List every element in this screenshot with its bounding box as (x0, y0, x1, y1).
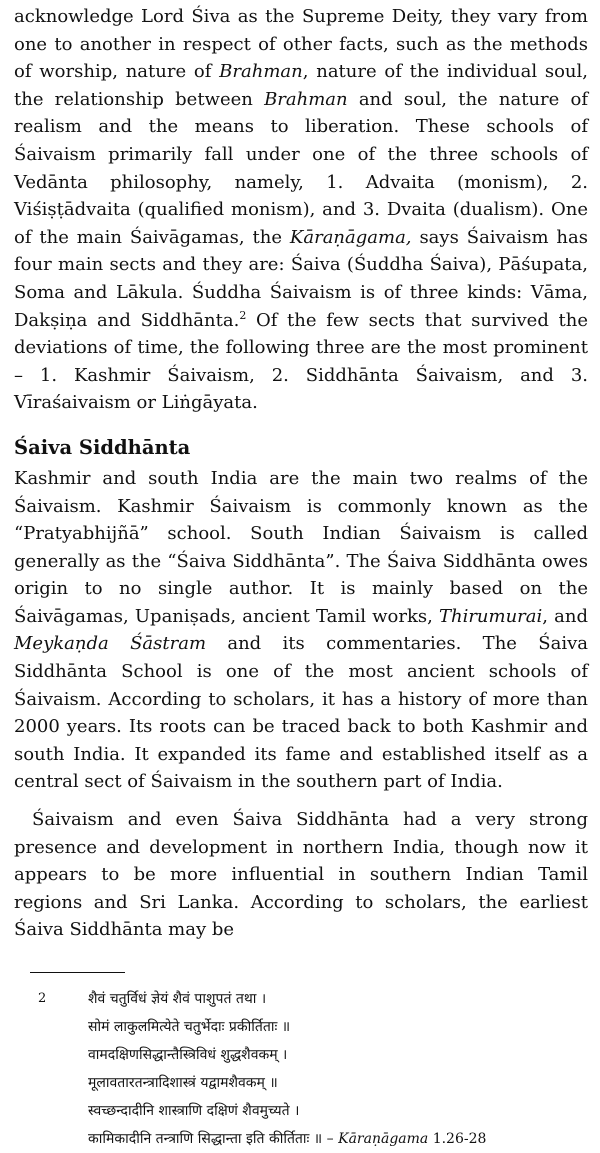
footnote-verse-text: कामिकादीनि तन्त्राणि सिद्धान्ता इति कीर्तिताः ॥ (88, 1131, 323, 1147)
citation-dash: – (322, 1131, 339, 1147)
paragraph-3: Śaivaism and even Śaiva Siddhānta had a very strong presence and development in northern India, though now it appears to be more influential in southern Indian Tamil regions and Sri Lanka. According to scholars, the earliest Śaiva Siddhānta may be (14, 809, 588, 941)
text-run: acknowledge Lord Śiva as the Supreme Deity, they vary from one to another in respect of other facts, such as the methods of worship, nature of (14, 6, 588, 83)
italic-term-thirumurai: Thirumurai (438, 605, 543, 627)
footnote-verse-line: मूलावतारतन्त्रादिशास्त्रं यद्वामशैवकम् ॥ (88, 1075, 278, 1091)
italic-term-karanagama: Kāraṇāgama, (289, 226, 412, 248)
text-run: and its commentaries. The Śaiva Siddhānta School is one of the most ancient schools of Śaivaism. According to scholars, it has a history of more than 2000 years. Its roots can be traced back to both Kashmir and south India. It expanded its fame and established itself as a central sect of Śaivaism in the southern part of India. (14, 633, 588, 793)
footnote (14, 985, 588, 1153)
text-run: says Śaivaism has four main sects and they are: Śaiva (Śuddha Śaiva), Pāśupata, Soma and Lākula. Śuddha Śaivaism is of three kinds: Vāma, Dakṣiṇa and Siddhānta. (14, 226, 588, 331)
italic-term-brahman: Brahman (219, 61, 303, 83)
paragraph-1 (14, 3, 588, 417)
text-run: , and (542, 605, 588, 627)
paragraph-2 (14, 465, 588, 796)
italic-term-brahman: Brahman (264, 88, 348, 110)
text-run: Of the few sects that survived the deviations of time, the following three are the most prominent – 1. Kashmir Śaivaism, 2. Siddhānta Śaivaism, and 3. Vīraśaivaism or Liṅgāyata. (14, 309, 588, 414)
paragraph-gap (14, 796, 588, 806)
footnote-reference[interactable]: 2 (239, 308, 247, 322)
text-run: and soul, the nature of realism and the means to liberation. These schools of Śaivaism primarily fall under one of the three schools of Vedānta philosophy, namely, 1. Advaita (monism), 2. Viśiṣṭādvaita (qualified monism), and 3. Dvaita (dualism). One of the main Śaivāgamas, the (14, 88, 588, 248)
footnote-verse-line: स्वच्छन्दादीनि शास्त्राणि दक्षिणं शैवमुच्यते । (88, 1103, 300, 1119)
footnote-number: 2 (38, 991, 47, 1006)
italic-term-meykanda-sastram: Meykaṇda Śāstram (14, 633, 207, 655)
footnote-verse-line: वामदक्षिणसिद्धान्तैस्त्रिविधं शुद्धशैवकम् । (88, 1047, 288, 1063)
text-run: Kashmir and south India are the main two realms of the Śaivaism. Kashmir Śaivaism is commonly known as the “Pratyabhijñā” school. South Indian Śaivaism is called generally as the “Śaiva Siddhānta”. The Śaiva Siddhānta owes origin to no single author. It is mainly based on the Śaivāgamas, Upaniṣads, ancient Tamil works, (14, 467, 588, 627)
citation-reference: 1.26-28 (428, 1131, 487, 1147)
footnote-divider (30, 972, 125, 973)
footnote-verse-line: सोमं लाकुलमित्येते चतुर्भेदाः प्रकीर्तिताः ॥ (88, 1019, 291, 1035)
text-run: , nature of the individual soul, the relationship between (14, 61, 588, 110)
section-heading: Śaiva Siddhānta (14, 435, 191, 459)
footnote-verse-line-with-citation (88, 1125, 588, 1153)
footnote-verse-line: शैवं चतुर्विधं ज्ञेयं शैवं पाशुपतं तथा । (88, 991, 267, 1007)
citation-title: Kāraṇāgama (338, 1131, 429, 1147)
